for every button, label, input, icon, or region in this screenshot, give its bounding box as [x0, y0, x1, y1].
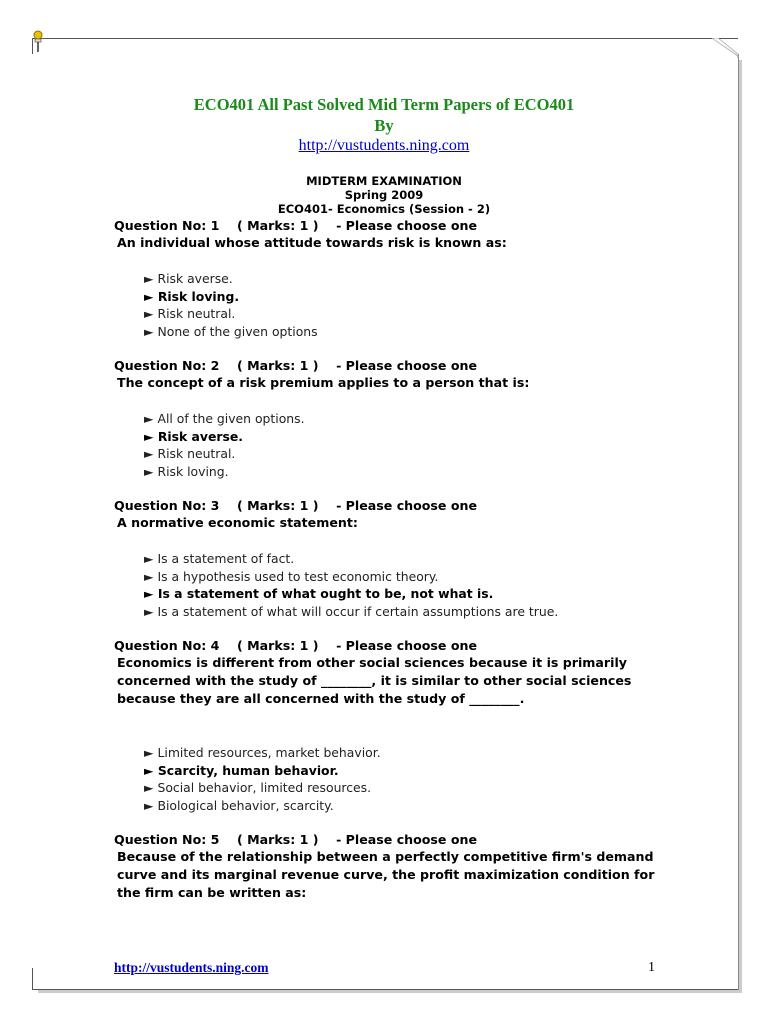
option: ► Risk neutral.	[144, 446, 236, 461]
question-text: Because of the relationship between a perfectly competitive firm's demand curve and its marginal revenue curve, the profit maximization condition for the firm can be written as:	[117, 849, 655, 900]
option: ► All of the given options.	[144, 411, 305, 426]
question-text: Economics is different from other social sciences because it is primarily concerned with the study of ________, it is similar to other social sciences because they are all concerned with the study of ________.	[117, 655, 632, 706]
question-header: Question No: 3 ( Marks: 1 ) - Please choose one	[114, 498, 478, 513]
document-header	[0, 94, 768, 156]
page-number: 1	[648, 960, 655, 975]
question-3	[114, 498, 674, 620]
question-text: An individual whose attitude towards risk is known as:	[117, 235, 507, 250]
option: ► Is a hypothesis used to test economic theory.	[144, 568, 439, 584]
option: ► Risk loving.	[144, 463, 229, 479]
option: ► Risk neutral.	[144, 306, 236, 321]
header-link[interactable]: http://vustudents.ning.com	[298, 137, 470, 154]
question-header: Question No: 5 ( Marks: 1 ) - Please choose one	[114, 832, 478, 847]
option: ► Risk averse.	[144, 271, 233, 286]
question-4	[114, 638, 674, 814]
exam-info	[0, 174, 768, 216]
pushpin-icon	[30, 30, 46, 54]
frame-left-edge-bottom	[32, 968, 33, 990]
option: ► Social behavior, limited resources.	[144, 780, 372, 795]
options-list	[114, 270, 674, 340]
exam-type: MIDTERM EXAMINATION	[306, 174, 462, 188]
options-list	[114, 410, 674, 480]
question-2	[114, 358, 674, 480]
exam-course: ECO401- Economics (Session - 2)	[277, 202, 491, 216]
option-correct: ► Scarcity, human behavior.	[144, 762, 339, 778]
dog-ear-corner-icon	[712, 38, 740, 58]
question-header: Question No: 2 ( Marks: 1 ) - Please choose one	[114, 358, 478, 373]
option: ► Is a statement of fact.	[144, 551, 295, 566]
question-text: The concept of a risk premium applies to a person that is:	[117, 375, 530, 390]
option: ► Biological behavior, scarcity.	[144, 797, 334, 813]
question-text: A normative economic statement:	[117, 515, 358, 530]
options-list	[114, 550, 674, 620]
option-correct: ► Risk loving.	[144, 288, 240, 304]
question-1	[114, 218, 674, 340]
document-title: ECO401 All Past Solved Mid Term Papers of ECO401	[193, 95, 575, 114]
option: ► Limited resources, market behavior.	[144, 745, 381, 760]
option-correct: ► Is a statement of what ought to be, not what is.	[144, 586, 494, 601]
questions-list	[114, 218, 674, 920]
question-5	[114, 832, 674, 902]
option-correct: ► Risk averse.	[144, 428, 243, 444]
question-header: Question No: 4 ( Marks: 1 ) - Please choose one	[114, 638, 478, 653]
page-shadow-bottom	[38, 990, 741, 993]
option: ► None of the given options	[144, 323, 318, 339]
exam-term: Spring 2009	[344, 188, 424, 202]
options-list	[114, 744, 674, 814]
footer-link[interactable]: http://vustudents.ning.com	[114, 960, 269, 975]
document-title-by: By	[374, 116, 394, 135]
question-header: Question No: 1 ( Marks: 1 ) - Please choose one	[114, 218, 478, 233]
option: ► Is a statement of what will occur if certain assumptions are true.	[144, 603, 559, 619]
